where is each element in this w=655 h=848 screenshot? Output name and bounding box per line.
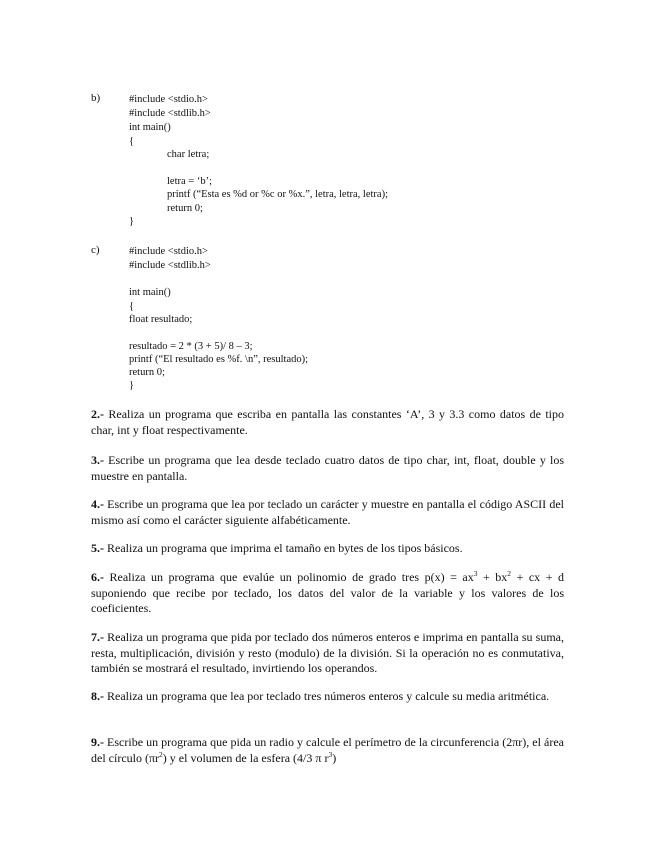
code-label-b: b) xyxy=(91,92,101,104)
exercise-text: Escribe un programa que lea desde teclado cuatro datos de tipo char, int, float, double y los muestre en pantalla. xyxy=(91,453,564,483)
exercise-text: Realiza un programa que evalúe un polinomio de grado tres p(x) = ax xyxy=(104,570,474,584)
exercise-number: 9.- xyxy=(91,735,104,749)
exercise-text: Realiza un programa que lea por teclado tres números enteros y calcule su media aritmética. xyxy=(104,689,550,703)
code-line: printf (“El resultado es %f. \n”, resultado); xyxy=(129,354,309,365)
code-line: } xyxy=(129,380,135,391)
exercise-9 xyxy=(91,735,564,766)
exercise-text: Escribe un programa que lea por teclado un carácter y muestre en pantalla el código ASCII del mismo así como el carácter siguiente alfabéticamente. xyxy=(91,497,564,527)
exercise-6 xyxy=(91,570,564,617)
exercise-number: 7.- xyxy=(91,630,104,644)
code-line: { xyxy=(129,136,135,147)
exercise-text: Realiza un programa que pida por teclado dos números enteros e imprima en pantalla su suma, resta, multiplicación, división y resto (modulo) de la división. Si la operación no es conmutativa, también se mostrará el resultado, invirtiendo los operandos. xyxy=(91,630,564,675)
code-line: int main() xyxy=(129,122,171,133)
code-line: return 0; xyxy=(129,367,165,378)
exercise-text: ) xyxy=(332,750,337,765)
code-line: #include <stdio.h> xyxy=(129,246,208,257)
code-line: printf (“Esta es %d or %c or %x.”, letra, letra, letra); xyxy=(167,189,388,200)
exercise-8 xyxy=(91,689,564,705)
code-line: return 0; xyxy=(167,203,203,214)
exercise-7 xyxy=(91,630,564,677)
code-line: #include <stdlib.h> xyxy=(129,108,211,119)
exercise-text: Realiza un programa que escriba en pantalla las constantes ‘A’, 3 y 3.3 como datos de tipo char, int y float respectivamente. xyxy=(91,407,564,437)
code-line: } xyxy=(129,216,135,227)
exercise-3 xyxy=(91,453,564,484)
exercise-number: 6.- xyxy=(91,570,104,584)
exercise-2 xyxy=(91,407,564,438)
exercise-text: Realiza un programa que imprima el tamaño en bytes de los tipos básicos. xyxy=(104,541,463,555)
exercise-text: Escribe un programa que pida un radio y calcule el perímetro de la circunferencia (2πr), el área del círculo (πr xyxy=(91,735,564,765)
exercise-number: 4.- xyxy=(91,497,104,511)
exercise-number: 5.- xyxy=(91,541,104,555)
exercise-number: 3.- xyxy=(91,453,104,467)
code-line: int main() xyxy=(129,287,171,298)
exponent: 3 xyxy=(328,749,333,759)
code-line: resultado = 2 * (3 + 5)/ 8 – 3; xyxy=(129,341,253,352)
exercise-text: + bx xyxy=(477,570,508,584)
exercise-text: + cx + d suponiendo que recibe por teclado, los datos del valor de la variable y los valores de los coeficientes. xyxy=(91,570,564,615)
code-line: #include <stdlib.h> xyxy=(129,260,211,271)
code-label-c: c) xyxy=(91,244,100,256)
exercise-4 xyxy=(91,497,564,528)
exercise-text: ) y el volumen de la esfera (4/3 π r xyxy=(162,750,329,765)
code-line: char letra; xyxy=(167,149,210,160)
exponent: 2 xyxy=(159,749,163,759)
code-line: float resultado; xyxy=(129,314,193,325)
exercise-number: 8.- xyxy=(91,689,104,703)
exponent: 2 xyxy=(507,569,512,578)
code-line: { xyxy=(129,301,135,312)
code-line: letra = ‘b’; xyxy=(167,176,212,187)
exercise-number: 2.- xyxy=(91,407,104,421)
code-line: #include <stdio.h> xyxy=(129,94,208,105)
exponent: 3 xyxy=(473,569,478,578)
exercise-5 xyxy=(91,541,564,557)
